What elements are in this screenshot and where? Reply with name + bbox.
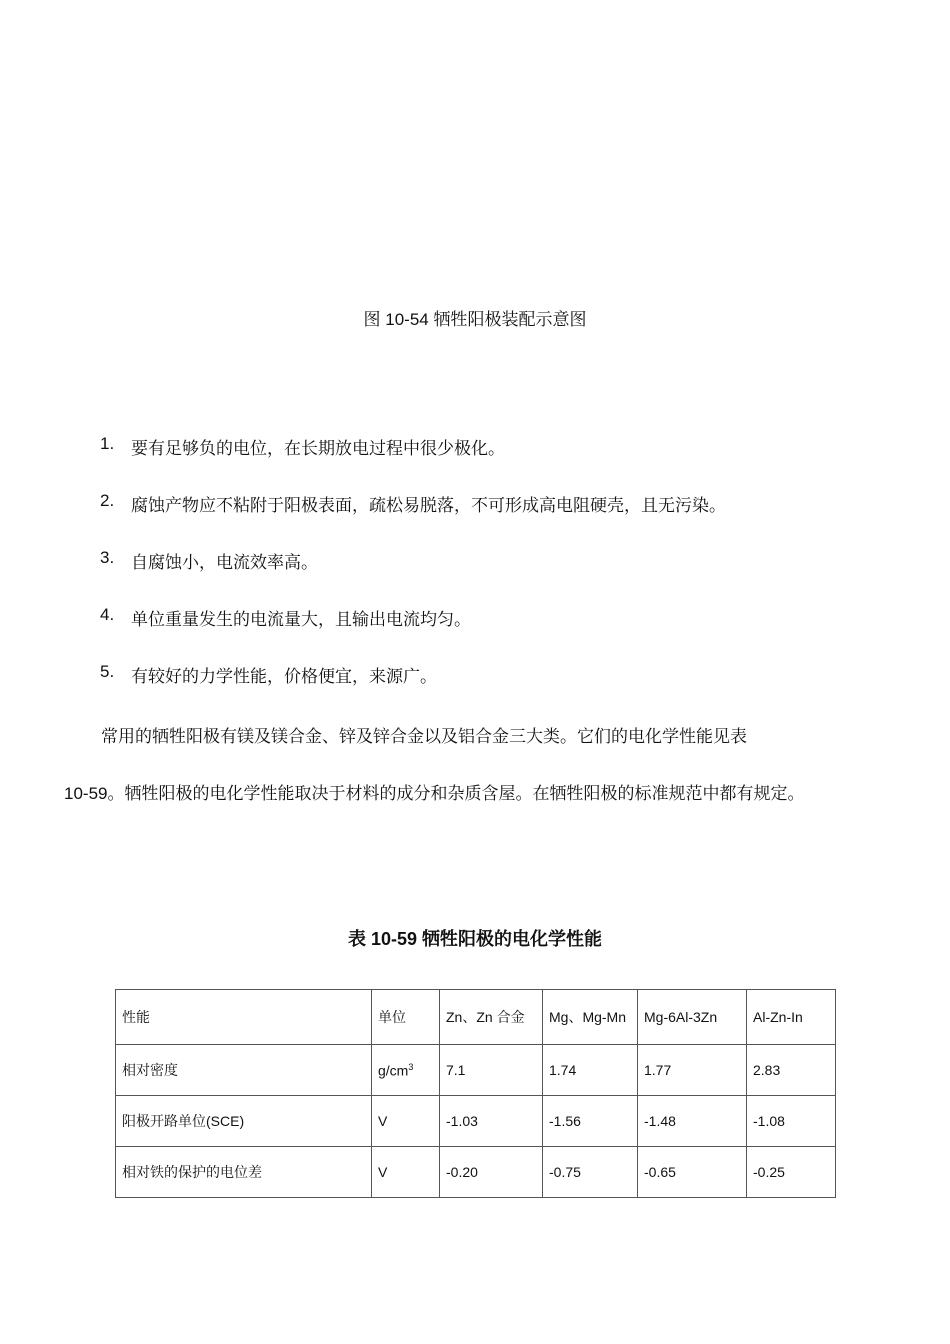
list-item [100, 605, 726, 662]
table-header-row [116, 990, 836, 1045]
list-item [100, 491, 726, 548]
property-cell: 相对密度 [116, 1045, 372, 1096]
table-caption: 表 10-59 牺牲阳极的电化学性能 [347, 929, 603, 949]
value-cell: -0.25 [747, 1147, 836, 1198]
properties-table [115, 989, 836, 1198]
requirements-list [100, 434, 726, 719]
list-text: 自腐蚀小，电流效率高。 [131, 553, 318, 572]
value-cell: -1.08 [747, 1096, 836, 1147]
table-row [116, 1045, 836, 1096]
value-cell: -1.56 [543, 1096, 638, 1147]
list-text: 单位重量发生的电流量大，且输出电流均匀。 [131, 610, 471, 629]
list-number: 5. [100, 662, 115, 681]
header-cell: 单位 [372, 990, 440, 1045]
value-cell: -0.75 [543, 1147, 638, 1198]
header-cell: Al-Zn-In [747, 990, 836, 1045]
table-row [116, 1096, 836, 1147]
value-cell: -1.03 [440, 1096, 543, 1147]
value-cell: -0.65 [638, 1147, 747, 1198]
value-cell: 1.74 [543, 1045, 638, 1096]
list-item [100, 434, 726, 491]
list-text: 要有足够负的电位，在长期放电过程中很少极化。 [131, 439, 505, 458]
value-cell: -1.48 [638, 1096, 747, 1147]
list-number: 3. [100, 548, 115, 567]
header-cell: 性能 [116, 990, 372, 1045]
value-cell: 7.1 [440, 1045, 543, 1096]
list-number: 4. [100, 605, 115, 624]
paragraph-line-2: 10-59。牺牲阳极的电化学性能取决于材料的成分和杂质含屋。在牺牲阳极的标准规范中都有规定。 [64, 784, 805, 803]
paragraph-line-1: 常用的牺牲阳极有镁及镁合金、锌及锌合金以及铝合金三大类。它们的电化学性能见表 [101, 727, 747, 746]
unit-cell: V [372, 1147, 440, 1198]
list-item [100, 662, 726, 719]
list-text: 有较好的力学性能，价格便宜，来源广。 [131, 667, 437, 686]
figure-caption: 图 10-54 牺牲阳极装配示意图 [363, 310, 587, 329]
property-cell: 阳极开路单位(SCE) [116, 1096, 372, 1147]
header-cell: Mg-6Al-3Zn [638, 990, 747, 1045]
unit-base: g/cm [378, 1062, 409, 1079]
list-text: 腐蚀产物应不粘附于阳极表面，疏松易脱落，不可形成高电阻硬壳，且无污染。 [131, 496, 726, 515]
list-number: 2. [100, 491, 115, 510]
header-cell: Mg、Mg-Mn [543, 990, 638, 1045]
value-cell: -0.20 [440, 1147, 543, 1198]
header-cell: Zn、Zn 合金 [440, 990, 543, 1045]
list-item [100, 548, 726, 605]
property-cell: 相对铁的保护的电位差 [116, 1147, 372, 1198]
unit-cell: V [372, 1096, 440, 1147]
list-number: 1. [100, 434, 115, 453]
unit-superscript: 3 [408, 1061, 414, 1072]
value-cell: 1.77 [638, 1045, 747, 1096]
table-row [116, 1147, 836, 1198]
value-cell: 2.83 [747, 1045, 836, 1096]
unit-cell [372, 1045, 440, 1096]
